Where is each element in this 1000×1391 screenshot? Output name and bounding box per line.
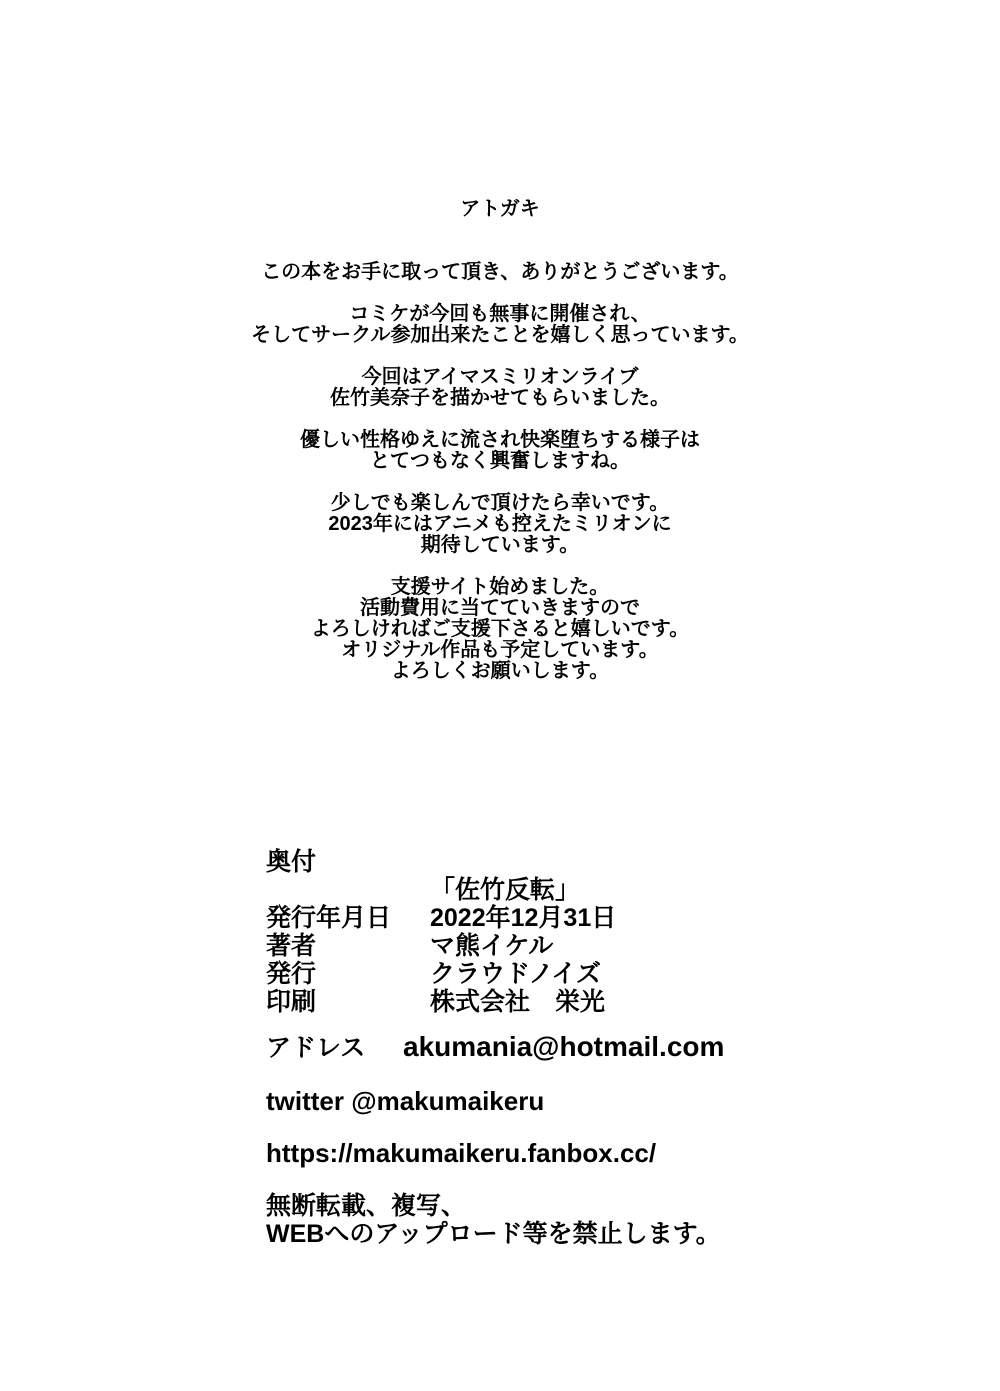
afterword-paragraph (0, 577, 1000, 682)
publication-date: 2022年12月31日 (430, 904, 617, 932)
afterword-paragraph (0, 262, 1000, 283)
author-name: マ熊イケル (430, 932, 554, 960)
colophon-row-label: 発行 (266, 960, 317, 988)
afterword-paragraph (0, 367, 1000, 409)
afterword-line: オリジナル作品も予定しています。 (341, 639, 659, 661)
twitter-handle: twitter @makumaikeru (266, 1086, 545, 1116)
afterword-line: 活動費用に当てていきますので (360, 597, 640, 619)
website-url: https://makumaikeru.fanbox.cc/ (266, 1138, 657, 1168)
afterword-line: 期待しています。 (420, 534, 580, 556)
colophon-row-printer (266, 988, 724, 1016)
address-label: アドレス (266, 1034, 366, 1062)
afterword-paragraph (0, 304, 1000, 346)
book-title: 「佐竹反転」 (430, 876, 581, 904)
afterword-line: 佐竹美奈子を描かせてもらいました。 (330, 387, 670, 409)
afterword-line: よろしくお願いします。 (390, 660, 610, 682)
colophon-row-label: 著者 (266, 932, 317, 960)
colophon-row-address (266, 1033, 724, 1062)
colophon-row-book-title (266, 876, 724, 904)
afterword-line: よろしければご支援下さると嬉しいです。 (310, 618, 690, 640)
afterword-line: 今回はアイマスミリオンライブ (361, 366, 639, 388)
colophon-row-publisher (266, 960, 724, 988)
copyright-notice (266, 1192, 724, 1248)
notice-line: WEBへのアップロード等を禁止します。 (266, 1220, 721, 1248)
colophon-section (266, 848, 724, 1248)
afterword-title: アトガキ (460, 198, 540, 220)
afterword-paragraph (0, 493, 1000, 556)
afterword-line: そしてサークル参加出来たことを嬉しく思っています。 (251, 324, 749, 346)
printer-name: 株式会社 栄光 (430, 988, 606, 1016)
afterword-line: この本をお手に取って頂き、ありがとうございます。 (261, 261, 739, 283)
publisher-name: クラウドノイズ (430, 960, 602, 988)
colophon-row-label: 印刷 (266, 988, 317, 1016)
afterword-line: 支援サイト始めました。 (390, 576, 610, 598)
colophon-row-author (266, 932, 724, 960)
afterword-line: コミケが今回も無事に開催され、 (349, 303, 651, 325)
afterword-section (0, 199, 1000, 682)
colophon-row-publication-date (266, 904, 724, 932)
afterword-line: 少しでも楽しんで頂けたら幸いです。 (330, 492, 670, 514)
afterword-paragraph (0, 430, 1000, 472)
colophon-row-label: 発行年月日 (266, 904, 392, 932)
email-address: akumania@hotmail.com (403, 1031, 725, 1062)
afterword-line: 2023年にはアニメも控えたミリオンに (328, 513, 672, 535)
notice-line: 無断転載、複写、 (266, 1192, 467, 1220)
afterword-line: とてつもなく興奮しますね。 (370, 450, 630, 472)
afterword-line: 優しい性格ゆえに流され快楽堕ちする様子は (300, 429, 700, 451)
colophon-heading: 奥付 (266, 848, 317, 876)
